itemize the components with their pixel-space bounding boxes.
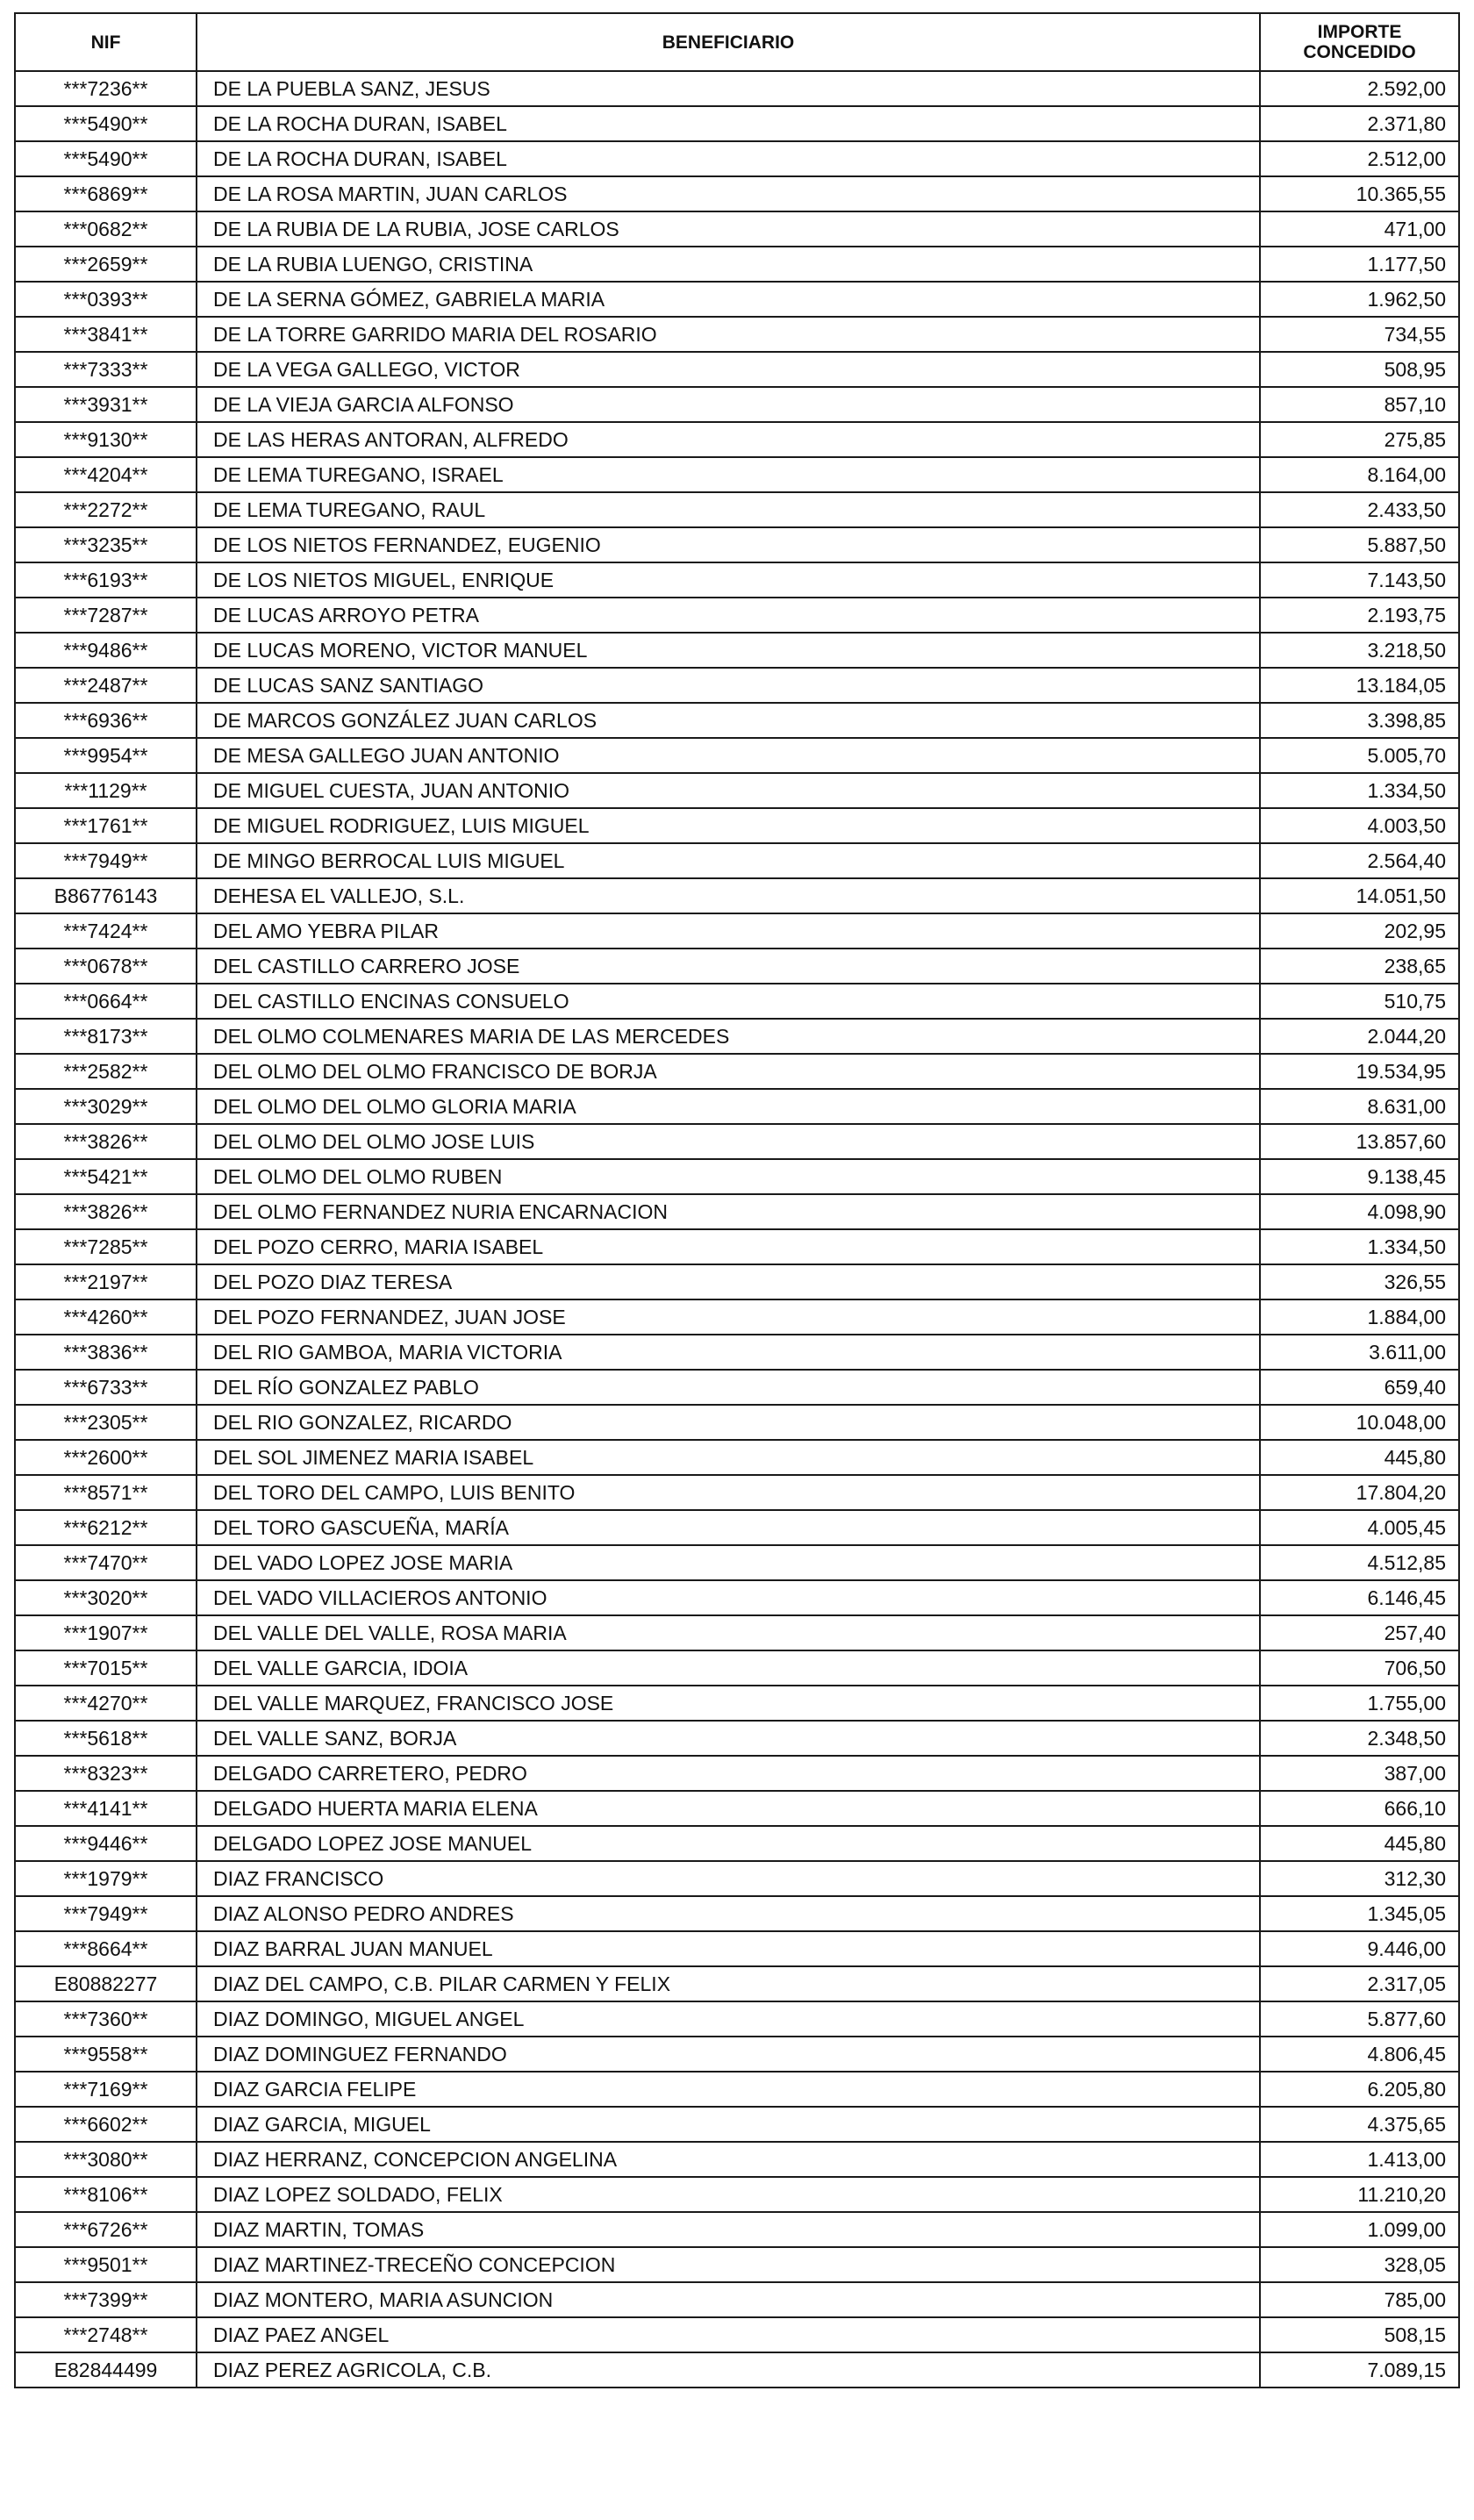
amount-cell: 1.755,00 xyxy=(1260,1686,1459,1721)
amount-cell: 5.877,60 xyxy=(1260,2001,1459,2037)
amount-column-header xyxy=(1260,13,1459,71)
nif-cell: ***8571** xyxy=(15,1475,197,1510)
beneficiary-cell: DE LA PUEBLA SANZ, JESUS xyxy=(197,71,1260,106)
beneficiary-cell: DIAZ FRANCISCO xyxy=(197,1861,1260,1896)
nif-cell: ***2659** xyxy=(15,247,197,282)
amount-cell: 5.005,70 xyxy=(1260,738,1459,773)
nif-cell: ***4204** xyxy=(15,457,197,492)
nif-cell: ***8323** xyxy=(15,1756,197,1791)
beneficiary-cell: DEL RÍO GONZALEZ PABLO xyxy=(197,1370,1260,1405)
amount-cell: 4.003,50 xyxy=(1260,808,1459,843)
amount-cell: 1.962,50 xyxy=(1260,282,1459,317)
beneficiary-document xyxy=(14,12,1458,2388)
beneficiary-cell: DE LA ROCHA DURAN, ISABEL xyxy=(197,141,1260,176)
table-row xyxy=(15,633,1459,668)
header-row xyxy=(15,13,1459,71)
table-row xyxy=(15,1650,1459,1686)
table-row xyxy=(15,2037,1459,2072)
amount-cell: 2.564,40 xyxy=(1260,843,1459,878)
nif-cell: ***3836** xyxy=(15,1335,197,1370)
table-row xyxy=(15,1756,1459,1791)
amount-cell: 13.857,60 xyxy=(1260,1124,1459,1159)
beneficiary-cell: DE LEMA TUREGANO, RAUL xyxy=(197,492,1260,527)
beneficiary-cell: DE LA RUBIA DE LA RUBIA, JOSE CARLOS xyxy=(197,211,1260,247)
nif-cell: ***1761** xyxy=(15,808,197,843)
amount-cell: 7.143,50 xyxy=(1260,562,1459,598)
table-row xyxy=(15,527,1459,562)
table-row xyxy=(15,1229,1459,1264)
beneficiary-cell: DE LA VIEJA GARCIA ALFONSO xyxy=(197,387,1260,422)
table-row xyxy=(15,1194,1459,1229)
beneficiary-column-header: BENEFICIARIO xyxy=(197,13,1260,71)
beneficiary-cell: DE LA RUBIA LUENGO, CRISTINA xyxy=(197,247,1260,282)
beneficiary-cell: DEL OLMO DEL OLMO JOSE LUIS xyxy=(197,1124,1260,1159)
amount-cell: 11.210,20 xyxy=(1260,2177,1459,2212)
table-row xyxy=(15,1896,1459,1931)
amount-cell: 1.413,00 xyxy=(1260,2142,1459,2177)
table-row xyxy=(15,949,1459,984)
table-row xyxy=(15,1686,1459,1721)
nif-cell: ***1979** xyxy=(15,1861,197,1896)
amount-cell: 8.631,00 xyxy=(1260,1089,1459,1124)
amount-cell: 312,30 xyxy=(1260,1861,1459,1896)
table-row xyxy=(15,1019,1459,1054)
beneficiary-cell: DIAZ HERRANZ, CONCEPCION ANGELINA xyxy=(197,2142,1260,2177)
amount-header-line-1: IMPORTE xyxy=(1317,22,1402,42)
amount-cell: 238,65 xyxy=(1260,949,1459,984)
beneficiary-cell: DE LA SERNA GÓMEZ, GABRIELA MARIA xyxy=(197,282,1260,317)
nif-cell: ***7236** xyxy=(15,71,197,106)
amount-cell: 445,80 xyxy=(1260,1440,1459,1475)
table-row xyxy=(15,984,1459,1019)
beneficiary-cell: DIAZ MARTINEZ-TRECEÑO CONCEPCION xyxy=(197,2247,1260,2282)
table-row xyxy=(15,282,1459,317)
nif-cell: ***9486** xyxy=(15,633,197,668)
table-row xyxy=(15,422,1459,457)
table-row xyxy=(15,1054,1459,1089)
nif-cell: ***3826** xyxy=(15,1124,197,1159)
beneficiary-cell: DEL CASTILLO CARRERO JOSE xyxy=(197,949,1260,984)
nif-cell: ***8664** xyxy=(15,1931,197,1966)
table-row xyxy=(15,141,1459,176)
beneficiary-cell: DEL TORO DEL CAMPO, LUIS BENITO xyxy=(197,1475,1260,1510)
nif-cell: ***6212** xyxy=(15,1510,197,1545)
amount-cell: 387,00 xyxy=(1260,1756,1459,1791)
table-row xyxy=(15,71,1459,106)
nif-cell: B86776143 xyxy=(15,878,197,913)
amount-cell: 7.089,15 xyxy=(1260,2352,1459,2388)
nif-cell: ***5618** xyxy=(15,1721,197,1756)
beneficiary-cell: DELGADO HUERTA MARIA ELENA xyxy=(197,1791,1260,1826)
nif-cell: ***3841** xyxy=(15,317,197,352)
nif-cell: ***0393** xyxy=(15,282,197,317)
beneficiary-cell: DEL VALLE SANZ, BORJA xyxy=(197,1721,1260,1756)
table-row xyxy=(15,2212,1459,2247)
amount-cell: 1.334,50 xyxy=(1260,1229,1459,1264)
nif-cell: ***8106** xyxy=(15,2177,197,2212)
nif-cell: ***7360** xyxy=(15,2001,197,2037)
amount-cell: 328,05 xyxy=(1260,2247,1459,2282)
beneficiary-cell: DIAZ DOMINGUEZ FERNANDO xyxy=(197,2037,1260,2072)
beneficiary-cell: DEL VADO LOPEZ JOSE MARIA xyxy=(197,1545,1260,1580)
table-body xyxy=(15,71,1459,2388)
nif-cell: ***1129** xyxy=(15,773,197,808)
nif-cell: ***2197** xyxy=(15,1264,197,1299)
beneficiary-cell: DE LEMA TUREGANO, ISRAEL xyxy=(197,457,1260,492)
table-row xyxy=(15,387,1459,422)
table-row xyxy=(15,2282,1459,2317)
beneficiary-cell: DEL RIO GONZALEZ, RICARDO xyxy=(197,1405,1260,1440)
table-row xyxy=(15,668,1459,703)
amount-cell: 706,50 xyxy=(1260,1650,1459,1686)
nif-column-header: NIF xyxy=(15,13,197,71)
table-row xyxy=(15,738,1459,773)
table-row xyxy=(15,247,1459,282)
table-row xyxy=(15,1721,1459,1756)
table-row xyxy=(15,2001,1459,2037)
amount-cell: 10.365,55 xyxy=(1260,176,1459,211)
nif-cell: ***3235** xyxy=(15,527,197,562)
nif-cell: ***6936** xyxy=(15,703,197,738)
beneficiary-cell: DEL POZO CERRO, MARIA ISABEL xyxy=(197,1229,1260,1264)
table-row xyxy=(15,1335,1459,1370)
table-row xyxy=(15,1405,1459,1440)
amount-cell: 4.098,90 xyxy=(1260,1194,1459,1229)
nif-cell: ***6869** xyxy=(15,176,197,211)
amount-cell: 4.375,65 xyxy=(1260,2107,1459,2142)
amount-cell: 1.177,50 xyxy=(1260,247,1459,282)
table-row xyxy=(15,1370,1459,1405)
nif-cell: ***3020** xyxy=(15,1580,197,1615)
amount-cell: 1.099,00 xyxy=(1260,2212,1459,2247)
nif-cell: ***9954** xyxy=(15,738,197,773)
table-row xyxy=(15,492,1459,527)
nif-cell: ***9130** xyxy=(15,422,197,457)
beneficiary-cell: DE MIGUEL CUESTA, JUAN ANTONIO xyxy=(197,773,1260,808)
beneficiary-cell: DIAZ ALONSO PEDRO ANDRES xyxy=(197,1896,1260,1931)
amount-cell: 471,00 xyxy=(1260,211,1459,247)
amount-cell: 3.218,50 xyxy=(1260,633,1459,668)
beneficiary-cell: DEHESA EL VALLEJO, S.L. xyxy=(197,878,1260,913)
table-row xyxy=(15,2142,1459,2177)
nif-cell: ***3029** xyxy=(15,1089,197,1124)
beneficiary-cell: DIAZ DEL CAMPO, C.B. PILAR CARMEN Y FELIX xyxy=(197,1966,1260,2001)
amount-header-line-2: CONCEDIDO xyxy=(1303,42,1416,62)
amount-cell: 13.184,05 xyxy=(1260,668,1459,703)
amount-cell: 2.512,00 xyxy=(1260,141,1459,176)
amount-cell: 4.005,45 xyxy=(1260,1510,1459,1545)
table-row xyxy=(15,2177,1459,2212)
table-row xyxy=(15,1475,1459,1510)
beneficiary-cell: DE LUCAS ARROYO PETRA xyxy=(197,598,1260,633)
nif-cell: ***5490** xyxy=(15,141,197,176)
table-row xyxy=(15,106,1459,141)
amount-cell: 508,95 xyxy=(1260,352,1459,387)
table-row xyxy=(15,1510,1459,1545)
nif-cell: ***2272** xyxy=(15,492,197,527)
nif-cell: ***9501** xyxy=(15,2247,197,2282)
beneficiary-cell: DE LUCAS SANZ SANTIAGO xyxy=(197,668,1260,703)
beneficiary-cell: DELGADO CARRETERO, PEDRO xyxy=(197,1756,1260,1791)
amount-cell: 6.205,80 xyxy=(1260,2072,1459,2107)
table-row xyxy=(15,1089,1459,1124)
amount-cell: 445,80 xyxy=(1260,1826,1459,1861)
beneficiary-cell: DIAZ GARCIA FELIPE xyxy=(197,2072,1260,2107)
table-row xyxy=(15,317,1459,352)
beneficiary-cell: DE MARCOS GONZÁLEZ JUAN CARLOS xyxy=(197,703,1260,738)
nif-cell: ***7015** xyxy=(15,1650,197,1686)
amount-cell: 17.804,20 xyxy=(1260,1475,1459,1510)
nif-cell: ***6193** xyxy=(15,562,197,598)
table-row xyxy=(15,1580,1459,1615)
beneficiary-cell: DE LA ROSA MARTIN, JUAN CARLOS xyxy=(197,176,1260,211)
beneficiary-cell: DEL OLMO DEL OLMO RUBEN xyxy=(197,1159,1260,1194)
nif-cell: ***9558** xyxy=(15,2037,197,2072)
table-row xyxy=(15,878,1459,913)
beneficiary-cell: DE LA ROCHA DURAN, ISABEL xyxy=(197,106,1260,141)
amount-cell: 4.512,85 xyxy=(1260,1545,1459,1580)
nif-cell: ***3080** xyxy=(15,2142,197,2177)
amount-cell: 2.592,00 xyxy=(1260,71,1459,106)
amount-cell: 9.446,00 xyxy=(1260,1931,1459,1966)
amount-cell: 508,15 xyxy=(1260,2317,1459,2352)
nif-cell: ***5490** xyxy=(15,106,197,141)
nif-cell: ***7949** xyxy=(15,843,197,878)
amount-cell: 2.193,75 xyxy=(1260,598,1459,633)
beneficiary-cell: DEL VADO VILLACIEROS ANTONIO xyxy=(197,1580,1260,1615)
table-row xyxy=(15,1966,1459,2001)
beneficiary-cell: DEL OLMO DEL OLMO FRANCISCO DE BORJA xyxy=(197,1054,1260,1089)
table-row xyxy=(15,1440,1459,1475)
nif-cell: ***1907** xyxy=(15,1615,197,1650)
beneficiary-cell: DE MINGO BERROCAL LUIS MIGUEL xyxy=(197,843,1260,878)
amount-cell: 19.534,95 xyxy=(1260,1054,1459,1089)
amount-cell: 785,00 xyxy=(1260,2282,1459,2317)
amount-cell: 2.371,80 xyxy=(1260,106,1459,141)
nif-cell: ***7285** xyxy=(15,1229,197,1264)
amount-cell: 8.164,00 xyxy=(1260,457,1459,492)
nif-cell: ***5421** xyxy=(15,1159,197,1194)
amount-cell: 659,40 xyxy=(1260,1370,1459,1405)
beneficiary-cell: DEL OLMO FERNANDEZ NURIA ENCARNACION xyxy=(197,1194,1260,1229)
amount-cell: 734,55 xyxy=(1260,317,1459,352)
table-row xyxy=(15,1826,1459,1861)
table-row xyxy=(15,2107,1459,2142)
beneficiary-cell: DIAZ GARCIA, MIGUEL xyxy=(197,2107,1260,2142)
nif-cell: ***7424** xyxy=(15,913,197,949)
nif-cell: ***6733** xyxy=(15,1370,197,1405)
amount-cell: 3.611,00 xyxy=(1260,1335,1459,1370)
table-row xyxy=(15,598,1459,633)
nif-cell: ***2600** xyxy=(15,1440,197,1475)
table-row xyxy=(15,457,1459,492)
beneficiary-cell: DIAZ BARRAL JUAN MANUEL xyxy=(197,1931,1260,1966)
table-row xyxy=(15,1299,1459,1335)
beneficiary-cell: DE LA VEGA GALLEGO, VICTOR xyxy=(197,352,1260,387)
nif-cell: ***2748** xyxy=(15,2317,197,2352)
beneficiary-cell: DE LUCAS MORENO, VICTOR MANUEL xyxy=(197,633,1260,668)
table-row xyxy=(15,2247,1459,2282)
table-row xyxy=(15,1791,1459,1826)
nif-cell: ***3826** xyxy=(15,1194,197,1229)
beneficiary-cell: DEL OLMO DEL OLMO GLORIA MARIA xyxy=(197,1089,1260,1124)
nif-cell: ***0682** xyxy=(15,211,197,247)
beneficiary-cell: DIAZ PAEZ ANGEL xyxy=(197,2317,1260,2352)
table-header xyxy=(15,13,1459,71)
nif-cell: E80882277 xyxy=(15,1966,197,2001)
table-row xyxy=(15,773,1459,808)
amount-cell: 10.048,00 xyxy=(1260,1405,1459,1440)
table-row xyxy=(15,2352,1459,2388)
amount-cell: 9.138,45 xyxy=(1260,1159,1459,1194)
beneficiary-cell: DE MIGUEL RODRIGUEZ, LUIS MIGUEL xyxy=(197,808,1260,843)
table-row xyxy=(15,2317,1459,2352)
beneficiary-cell: DEL SOL JIMENEZ MARIA ISABEL xyxy=(197,1440,1260,1475)
beneficiary-cell: DIAZ MONTERO, MARIA ASUNCION xyxy=(197,2282,1260,2317)
amount-cell: 14.051,50 xyxy=(1260,878,1459,913)
beneficiary-cell: DE LOS NIETOS FERNANDEZ, EUGENIO xyxy=(197,527,1260,562)
beneficiary-cell: DEL VALLE GARCIA, IDOIA xyxy=(197,1650,1260,1686)
nif-cell: ***7287** xyxy=(15,598,197,633)
amount-cell: 666,10 xyxy=(1260,1791,1459,1826)
table-row xyxy=(15,913,1459,949)
table-row xyxy=(15,703,1459,738)
beneficiary-cell: DE LOS NIETOS MIGUEL, ENRIQUE xyxy=(197,562,1260,598)
nif-cell: ***6602** xyxy=(15,2107,197,2142)
beneficiary-table xyxy=(14,12,1460,2388)
amount-cell: 3.398,85 xyxy=(1260,703,1459,738)
nif-cell: ***4260** xyxy=(15,1299,197,1335)
beneficiary-cell: DEL VALLE DEL VALLE, ROSA MARIA xyxy=(197,1615,1260,1650)
beneficiary-cell: DE LA TORRE GARRIDO MARIA DEL ROSARIO xyxy=(197,317,1260,352)
nif-cell: ***9446** xyxy=(15,1826,197,1861)
beneficiary-cell: DE LAS HERAS ANTORAN, ALFREDO xyxy=(197,422,1260,457)
nif-cell: ***6726** xyxy=(15,2212,197,2247)
beneficiary-cell: DEL RIO GAMBOA, MARIA VICTORIA xyxy=(197,1335,1260,1370)
amount-cell: 6.146,45 xyxy=(1260,1580,1459,1615)
amount-cell: 202,95 xyxy=(1260,913,1459,949)
beneficiary-cell: DIAZ DOMINGO, MIGUEL ANGEL xyxy=(197,2001,1260,2037)
amount-cell: 1.884,00 xyxy=(1260,1299,1459,1335)
nif-cell: ***2582** xyxy=(15,1054,197,1089)
nif-cell: ***4141** xyxy=(15,1791,197,1826)
amount-cell: 5.887,50 xyxy=(1260,527,1459,562)
beneficiary-cell: DEL TORO GASCUEÑA, MARÍA xyxy=(197,1510,1260,1545)
table-row xyxy=(15,808,1459,843)
nif-cell: ***2305** xyxy=(15,1405,197,1440)
table-row xyxy=(15,1931,1459,1966)
table-row xyxy=(15,1545,1459,1580)
nif-cell: ***7470** xyxy=(15,1545,197,1580)
table-row xyxy=(15,352,1459,387)
amount-cell: 2.044,20 xyxy=(1260,1019,1459,1054)
table-row xyxy=(15,1264,1459,1299)
amount-cell: 857,10 xyxy=(1260,387,1459,422)
amount-cell: 257,40 xyxy=(1260,1615,1459,1650)
beneficiary-cell: DEL POZO DIAZ TERESA xyxy=(197,1264,1260,1299)
amount-cell: 1.334,50 xyxy=(1260,773,1459,808)
nif-cell: ***0664** xyxy=(15,984,197,1019)
nif-cell: ***7399** xyxy=(15,2282,197,2317)
nif-cell: ***7333** xyxy=(15,352,197,387)
nif-cell: ***7949** xyxy=(15,1896,197,1931)
table-row xyxy=(15,176,1459,211)
beneficiary-cell: DEL VALLE MARQUEZ, FRANCISCO JOSE xyxy=(197,1686,1260,1721)
amount-cell: 2.433,50 xyxy=(1260,492,1459,527)
beneficiary-cell: DEL AMO YEBRA PILAR xyxy=(197,913,1260,949)
nif-cell: ***3931** xyxy=(15,387,197,422)
amount-cell: 2.348,50 xyxy=(1260,1721,1459,1756)
table-row xyxy=(15,1159,1459,1194)
beneficiary-cell: DEL CASTILLO ENCINAS CONSUELO xyxy=(197,984,1260,1019)
nif-cell: ***7169** xyxy=(15,2072,197,2107)
beneficiary-cell: DE MESA GALLEGO JUAN ANTONIO xyxy=(197,738,1260,773)
beneficiary-cell: DELGADO LOPEZ JOSE MANUEL xyxy=(197,1826,1260,1861)
table-row xyxy=(15,1124,1459,1159)
nif-cell: ***0678** xyxy=(15,949,197,984)
nif-cell: ***4270** xyxy=(15,1686,197,1721)
amount-cell: 510,75 xyxy=(1260,984,1459,1019)
beneficiary-cell: DIAZ LOPEZ SOLDADO, FELIX xyxy=(197,2177,1260,2212)
amount-cell: 275,85 xyxy=(1260,422,1459,457)
table-row xyxy=(15,1615,1459,1650)
table-row xyxy=(15,211,1459,247)
table-row xyxy=(15,843,1459,878)
beneficiary-cell: DEL POZO FERNANDEZ, JUAN JOSE xyxy=(197,1299,1260,1335)
beneficiary-cell: DEL OLMO COLMENARES MARIA DE LAS MERCEDES xyxy=(197,1019,1260,1054)
amount-cell: 2.317,05 xyxy=(1260,1966,1459,2001)
amount-cell: 1.345,05 xyxy=(1260,1896,1459,1931)
nif-cell: ***8173** xyxy=(15,1019,197,1054)
table-row xyxy=(15,562,1459,598)
amount-cell: 326,55 xyxy=(1260,1264,1459,1299)
beneficiary-cell: DIAZ PEREZ AGRICOLA, C.B. xyxy=(197,2352,1260,2388)
nif-cell: E82844499 xyxy=(15,2352,197,2388)
beneficiary-cell: DIAZ MARTIN, TOMAS xyxy=(197,2212,1260,2247)
table-row xyxy=(15,2072,1459,2107)
amount-cell: 4.806,45 xyxy=(1260,2037,1459,2072)
nif-cell: ***2487** xyxy=(15,668,197,703)
table-row xyxy=(15,1861,1459,1896)
